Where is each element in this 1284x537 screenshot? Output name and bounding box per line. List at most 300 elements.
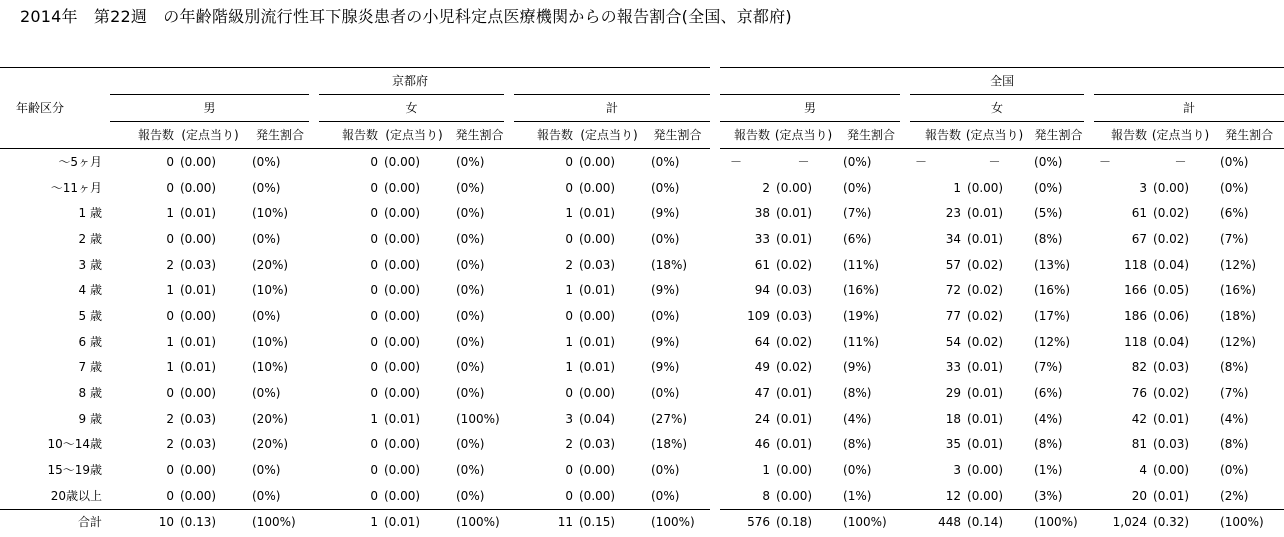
age-group-cell: 15～19歳 <box>47 463 102 478</box>
per-sentinel-cell: (0.01) <box>579 334 616 349</box>
per-sentinel-cell: (0.04) <box>1153 334 1190 349</box>
col-header-per-sentinel: (定点当り) <box>961 122 1028 149</box>
ratio-cell: (27%) <box>651 411 688 426</box>
ratio-cell: (12%) <box>1220 334 1257 349</box>
per-sentinel-cell: (0.01) <box>967 360 1004 375</box>
per-sentinel-cell: (0.01) <box>180 360 217 375</box>
report-count-cell: 33 <box>754 231 771 246</box>
per-sentinel-cell: (0.01) <box>776 386 813 401</box>
ratio-cell: (0%) <box>1034 180 1063 195</box>
ratio-cell: (8%) <box>843 386 872 401</box>
report-count-cell: 0 <box>565 386 573 401</box>
per-sentinel-cell: (0.00) <box>384 437 421 452</box>
per-sentinel-cell: (0.00) <box>967 488 1004 503</box>
report-count-cell: 118 <box>1124 334 1148 349</box>
per-sentinel-cell: (0.06) <box>1153 308 1190 323</box>
per-sentinel-cell: (0.03) <box>776 283 813 298</box>
per-sentinel-cell: (0.00) <box>180 308 217 323</box>
report-count-cell: 1 <box>953 180 962 195</box>
per-sentinel-cell: (0.03) <box>1153 360 1190 375</box>
report-count-cell: 2 <box>565 257 573 272</box>
column-gap <box>710 200 720 226</box>
per-sentinel-cell: － <box>1174 154 1187 169</box>
report-count-cell: 2 <box>762 180 771 195</box>
report-count-cell: 0 <box>166 488 174 503</box>
report-count-cell: 1 <box>565 334 573 349</box>
per-sentinel-cell: (0.02) <box>776 257 813 272</box>
ratio-cell: (0%) <box>252 154 281 169</box>
report-count-cell: 47 <box>754 386 771 401</box>
report-count-cell: 4 <box>1139 463 1148 478</box>
ratio-cell: (7%) <box>1034 360 1063 375</box>
report-count-cell: 0 <box>370 437 378 452</box>
report-count-cell: 23 <box>945 206 962 221</box>
ratio-cell: (100%) <box>645 509 710 535</box>
per-sentinel-cell: (0.01) <box>579 206 616 221</box>
col-header-per-sentinel: (定点当り) <box>174 122 246 149</box>
table-row <box>0 303 1284 329</box>
ratio-cell: (0%) <box>252 308 281 323</box>
ratio-cell: (6%) <box>1034 386 1063 401</box>
ratio-cell: (0%) <box>456 180 485 195</box>
ratio-cell: (9%) <box>843 360 872 375</box>
report-count-cell: 0 <box>370 386 378 401</box>
report-count-cell: 0 <box>370 308 378 323</box>
per-sentinel-cell: (0.01) <box>776 411 813 426</box>
report-count-cell: 3 <box>953 463 962 478</box>
report-count-cell: 1 <box>762 463 771 478</box>
report-count-cell: 576 <box>720 509 770 535</box>
report-count-cell: 1 <box>565 283 573 298</box>
ratio-cell: (0%) <box>456 360 485 375</box>
per-sentinel-cell: (0.00) <box>180 463 217 478</box>
per-sentinel-cell: (0.02) <box>1153 386 1190 401</box>
column-gap <box>710 149 720 175</box>
age-group-cell: 7 歳 <box>78 360 102 375</box>
per-sentinel-cell: (0.00) <box>776 488 813 503</box>
report-count-cell: 10 <box>110 509 174 535</box>
age-group-cell: 4 歳 <box>78 283 102 298</box>
report-count-cell: 24 <box>754 411 771 426</box>
per-sentinel-cell: (0.00) <box>967 180 1004 195</box>
report-count-cell: 18 <box>945 411 962 426</box>
sex-header-kyoto-total: 計 <box>509 95 710 122</box>
report-count-cell: 0 <box>166 386 174 401</box>
ratio-cell: (1%) <box>843 488 872 503</box>
report-count-cell: － <box>915 154 928 169</box>
per-sentinel-cell: (0.03) <box>180 437 217 452</box>
report-count-cell: － <box>730 154 743 169</box>
ratio-cell: (12%) <box>1220 257 1257 272</box>
column-gap <box>710 355 720 381</box>
per-sentinel-cell: (0.01) <box>967 206 1004 221</box>
ratio-cell: (0%) <box>651 231 680 246</box>
report-count-cell: 3 <box>1139 180 1148 195</box>
ratio-cell: (0%) <box>456 463 485 478</box>
ratio-cell: (9%) <box>651 360 680 375</box>
per-sentinel-cell: (0.00) <box>384 463 421 478</box>
report-table <box>0 67 1284 535</box>
ratio-cell: (17%) <box>1034 308 1071 323</box>
per-sentinel-cell: (0.00) <box>579 386 616 401</box>
col-header-reports: 報告数 <box>905 122 961 149</box>
col-header-per-sentinel: (定点当り) <box>378 122 450 149</box>
col-header-per-sentinel: (定点当り) <box>1147 122 1214 149</box>
col-header-ratio: 発生割合 <box>450 122 509 149</box>
ratio-cell: (100%) <box>456 411 500 426</box>
report-count-cell: 67 <box>1131 231 1148 246</box>
per-sentinel-cell: (0.02) <box>1153 231 1190 246</box>
report-count-cell: 2 <box>166 437 174 452</box>
ratio-cell: (0%) <box>651 463 680 478</box>
ratio-cell: (0%) <box>252 231 281 246</box>
ratio-cell: (0%) <box>456 334 485 349</box>
report-count-cell: 61 <box>754 257 771 272</box>
per-sentinel-cell: (0.01) <box>180 334 217 349</box>
per-sentinel-cell: (0.01) <box>776 206 813 221</box>
ratio-cell: (8%) <box>1220 437 1249 452</box>
report-count-cell: 0 <box>370 180 378 195</box>
per-sentinel-cell: (0.04) <box>579 411 616 426</box>
report-count-cell: 8 <box>762 488 771 503</box>
age-group-cell: 2 歳 <box>78 231 102 246</box>
report-count-cell: 0 <box>370 488 378 503</box>
report-count-cell: － <box>1099 154 1112 169</box>
ratio-cell: (0%) <box>456 488 485 503</box>
column-gap <box>710 68 720 95</box>
table-row <box>0 483 1284 509</box>
col-header-per-sentinel: (定点当り) <box>573 122 645 149</box>
age-group-cell: 8 歳 <box>78 386 102 401</box>
per-sentinel-cell: (0.00) <box>384 180 421 195</box>
per-sentinel-cell: (0.13) <box>174 509 246 535</box>
table-row <box>0 200 1284 226</box>
sex-header-kyoto-male: 男 <box>110 95 314 122</box>
ratio-cell: (8%) <box>1220 360 1249 375</box>
column-gap <box>710 252 720 278</box>
report-count-cell: 0 <box>565 180 573 195</box>
ratio-cell: (20%) <box>252 437 289 452</box>
ratio-cell: (0%) <box>252 386 281 401</box>
col-header-reports: 報告数 <box>110 122 174 149</box>
sex-header-kyoto-female: 女 <box>314 95 509 122</box>
report-count-cell: 94 <box>754 283 771 298</box>
table-row <box>0 149 1284 175</box>
ratio-cell: (0%) <box>843 154 872 169</box>
ratio-cell: (11%) <box>843 257 880 272</box>
report-count-cell: 1 <box>370 411 378 426</box>
ratio-cell: (7%) <box>1220 386 1249 401</box>
per-sentinel-cell: － <box>988 154 1001 169</box>
per-sentinel-cell: (0.01) <box>579 360 616 375</box>
sex-header-national-female: 女 <box>905 95 1089 122</box>
ratio-cell: (6%) <box>1220 206 1249 221</box>
column-gap <box>710 509 720 535</box>
per-sentinel-cell: (0.03) <box>579 437 616 452</box>
column-gap <box>710 380 720 406</box>
report-count-cell: 0 <box>166 154 174 169</box>
per-sentinel-cell: (0.01) <box>378 509 450 535</box>
table-row <box>0 277 1284 303</box>
ratio-cell: (0%) <box>651 308 680 323</box>
col-header-reports: 報告数 <box>509 122 573 149</box>
per-sentinel-cell: (0.01) <box>1153 411 1190 426</box>
age-group-cell: 6 歳 <box>78 334 102 349</box>
ratio-cell: (100%) <box>246 509 314 535</box>
ratio-cell: (9%) <box>651 206 680 221</box>
per-sentinel-cell: (0.01) <box>967 386 1004 401</box>
table-body <box>0 149 1284 536</box>
report-count-cell: 0 <box>370 257 378 272</box>
per-sentinel-cell: (0.00) <box>579 308 616 323</box>
ratio-cell: (0%) <box>252 488 281 503</box>
report-count-cell: 448 <box>905 509 961 535</box>
ratio-cell: (0%) <box>1220 463 1249 478</box>
col-header-ratio: 発生割合 <box>246 122 314 149</box>
report-count-cell: 35 <box>945 437 962 452</box>
column-gap <box>710 329 720 355</box>
table-row <box>0 355 1284 381</box>
table-row <box>0 175 1284 201</box>
ratio-cell: (0%) <box>843 180 872 195</box>
per-sentinel-cell: (0.00) <box>384 231 421 246</box>
ratio-cell: (13%) <box>1034 257 1071 272</box>
ratio-cell: (4%) <box>1034 411 1063 426</box>
report-count-cell: 0 <box>166 180 174 195</box>
report-count-cell: 1 <box>166 206 174 221</box>
age-group-cell: 9 歳 <box>78 411 102 426</box>
ratio-cell: (16%) <box>843 283 880 298</box>
report-count-cell: 0 <box>166 308 174 323</box>
report-count-cell: 0 <box>565 488 573 503</box>
ratio-cell: (4%) <box>843 411 872 426</box>
report-count-cell: 118 <box>1124 257 1148 272</box>
per-sentinel-cell: (0.00) <box>384 154 421 169</box>
per-sentinel-cell: (0.00) <box>384 386 421 401</box>
per-sentinel-cell: (0.00) <box>180 231 217 246</box>
ratio-cell: (0%) <box>651 180 680 195</box>
per-sentinel-cell: (0.02) <box>967 334 1004 349</box>
ratio-cell: (20%) <box>252 257 289 272</box>
per-sentinel-cell: (0.00) <box>180 386 217 401</box>
report-count-cell: 81 <box>1131 437 1148 452</box>
report-count-cell: 0 <box>565 231 573 246</box>
per-sentinel-cell: (0.00) <box>579 154 616 169</box>
col-header-per-sentinel: (定点当り) <box>770 122 837 149</box>
ratio-cell: (16%) <box>1220 283 1257 298</box>
page-title: 2014年 第22週 の年齢階級別流行性耳下腺炎患者の小児科定点医療機関からの報告割合(全国、京都府) <box>20 7 792 26</box>
per-sentinel-cell: (0.03) <box>180 411 217 426</box>
per-sentinel-cell: (0.01) <box>967 411 1004 426</box>
report-count-cell: 0 <box>370 463 378 478</box>
per-sentinel-cell: (0.00) <box>776 180 813 195</box>
sex-header-national-male: 男 <box>720 95 905 122</box>
per-sentinel-cell: (0.00) <box>579 231 616 246</box>
report-count-cell: 29 <box>945 386 962 401</box>
ratio-cell: (100%) <box>1028 509 1089 535</box>
region-header-national: 全国 <box>720 68 1284 95</box>
report-count-cell: 0 <box>370 360 378 375</box>
report-count-cell: 1 <box>314 509 378 535</box>
report-count-cell: 0 <box>565 154 573 169</box>
ratio-cell: (0%) <box>456 154 485 169</box>
ratio-cell: (20%) <box>252 411 289 426</box>
report-count-cell: 3 <box>565 411 573 426</box>
ratio-cell: (0%) <box>456 386 485 401</box>
report-count-cell: 12 <box>945 488 962 503</box>
column-gap <box>710 303 720 329</box>
ratio-cell: (8%) <box>1034 437 1063 452</box>
report-count-cell: 186 <box>1124 308 1148 323</box>
per-sentinel-cell: (0.01) <box>776 437 813 452</box>
age-group-cell: 合計 <box>0 509 110 535</box>
ratio-cell: (6%) <box>843 231 872 246</box>
ratio-cell: (3%) <box>1034 488 1063 503</box>
report-count-cell: 0 <box>370 154 378 169</box>
table-row <box>0 432 1284 458</box>
report-count-cell: 61 <box>1131 206 1148 221</box>
per-sentinel-cell: (0.00) <box>180 488 217 503</box>
report-count-cell: 82 <box>1131 360 1148 375</box>
table-row <box>0 252 1284 278</box>
report-count-cell: 76 <box>1131 386 1148 401</box>
col-header-ratio: 発生割合 <box>645 122 710 149</box>
report-count-cell: 2 <box>166 257 174 272</box>
report-count-cell: 11 <box>509 509 573 535</box>
per-sentinel-cell: (0.01) <box>384 411 421 426</box>
ratio-cell: (18%) <box>651 257 688 272</box>
column-gap <box>710 175 720 201</box>
ratio-cell: (18%) <box>651 437 688 452</box>
ratio-cell: (18%) <box>1220 308 1257 323</box>
ratio-cell: (19%) <box>843 308 880 323</box>
report-count-cell: 2 <box>166 411 174 426</box>
ratio-cell: (100%) <box>450 509 509 535</box>
per-sentinel-cell: (0.03) <box>1153 437 1190 452</box>
per-sentinel-cell: (0.00) <box>180 154 217 169</box>
per-sentinel-cell: (0.00) <box>384 206 421 221</box>
per-sentinel-cell: － <box>797 154 810 169</box>
report-count-cell: 42 <box>1131 411 1148 426</box>
ratio-cell: (4%) <box>1220 411 1249 426</box>
report-count-cell: 1 <box>166 283 174 298</box>
ratio-cell: (0%) <box>456 206 485 221</box>
report-count-cell: 2 <box>565 437 573 452</box>
age-group-header: 年齢区分 <box>0 68 110 149</box>
col-header-reports: 報告数 <box>1089 122 1147 149</box>
column-gap <box>710 483 720 509</box>
per-sentinel-cell: (0.02) <box>1153 206 1190 221</box>
per-sentinel-cell: (0.02) <box>776 334 813 349</box>
report-count-cell: 109 <box>747 308 771 323</box>
per-sentinel-cell: (0.00) <box>1153 463 1190 478</box>
ratio-cell: (16%) <box>1034 283 1071 298</box>
per-sentinel-cell: (0.01) <box>967 231 1004 246</box>
total-row <box>0 509 1284 535</box>
column-gap <box>710 226 720 252</box>
age-group-cell: 10～14歳 <box>47 437 102 452</box>
per-sentinel-cell: (0.00) <box>579 488 616 503</box>
col-header-ratio: 発生割合 <box>1214 122 1284 149</box>
per-sentinel-cell: (0.01) <box>579 283 616 298</box>
ratio-cell: (8%) <box>843 437 872 452</box>
per-sentinel-cell: (0.18) <box>770 509 837 535</box>
table-row <box>0 380 1284 406</box>
ratio-cell: (8%) <box>1034 231 1063 246</box>
ratio-cell: (9%) <box>651 283 680 298</box>
ratio-cell: (0%) <box>1220 154 1249 169</box>
report-count-cell: 0 <box>370 334 378 349</box>
ratio-cell: (9%) <box>651 334 680 349</box>
table-row <box>0 457 1284 483</box>
age-group-cell: 20歳以上 <box>50 488 102 503</box>
col-header-ratio: 発生割合 <box>837 122 905 149</box>
age-group-cell: 3 歳 <box>78 257 102 272</box>
per-sentinel-cell: (0.00) <box>967 463 1004 478</box>
column-gap <box>710 457 720 483</box>
report-count-cell: 20 <box>1131 488 1148 503</box>
report-count-cell: 57 <box>945 257 962 272</box>
column-gap <box>710 406 720 432</box>
per-sentinel-cell: (0.01) <box>776 231 813 246</box>
per-sentinel-cell: (0.00) <box>384 283 421 298</box>
table-row <box>0 406 1284 432</box>
report-count-cell: 0 <box>166 463 174 478</box>
per-sentinel-cell: (0.02) <box>967 308 1004 323</box>
ratio-cell: (0%) <box>456 283 485 298</box>
ratio-cell: (0%) <box>651 386 680 401</box>
per-sentinel-cell: (0.03) <box>776 308 813 323</box>
ratio-cell: (0%) <box>1034 154 1063 169</box>
age-group-cell: 5 歳 <box>78 308 102 323</box>
ratio-cell: (7%) <box>1220 231 1249 246</box>
report-count-cell: 0 <box>166 231 174 246</box>
ratio-cell: (2%) <box>1220 488 1249 503</box>
per-sentinel-cell: (0.01) <box>180 283 217 298</box>
ratio-cell: (7%) <box>843 206 872 221</box>
ratio-cell: (12%) <box>1034 334 1071 349</box>
ratio-cell: (0%) <box>651 154 680 169</box>
per-sentinel-cell: (0.00) <box>579 180 616 195</box>
report-count-cell: 72 <box>945 283 962 298</box>
ratio-cell: (5%) <box>1034 206 1063 221</box>
per-sentinel-cell: (0.00) <box>384 360 421 375</box>
per-sentinel-cell: (0.01) <box>180 206 217 221</box>
column-gap <box>710 432 720 458</box>
report-count-cell: 0 <box>565 308 573 323</box>
ratio-cell: (10%) <box>252 360 289 375</box>
report-count-cell: 33 <box>945 360 962 375</box>
age-group-cell: ～5ヶ月 <box>58 154 102 169</box>
col-header-reports: 報告数 <box>720 122 770 149</box>
per-sentinel-cell: (0.00) <box>579 463 616 478</box>
per-sentinel-cell: (0.00) <box>776 463 813 478</box>
ratio-cell: (0%) <box>252 180 281 195</box>
per-sentinel-cell: (0.03) <box>180 257 217 272</box>
ratio-cell: (10%) <box>252 283 289 298</box>
report-count-cell: 49 <box>754 360 771 375</box>
ratio-cell: (10%) <box>252 334 289 349</box>
age-group-cell: 1 歳 <box>78 206 102 221</box>
report-count-cell: 1 <box>166 360 174 375</box>
ratio-cell: (11%) <box>843 334 880 349</box>
report-count-cell: 166 <box>1124 283 1148 298</box>
report-count-cell: 1 <box>565 360 573 375</box>
per-sentinel-cell: (0.14) <box>961 509 1028 535</box>
ratio-cell: (100%) <box>1214 509 1284 535</box>
ratio-cell: (1%) <box>1034 463 1063 478</box>
report-count-cell: 0 <box>370 283 378 298</box>
